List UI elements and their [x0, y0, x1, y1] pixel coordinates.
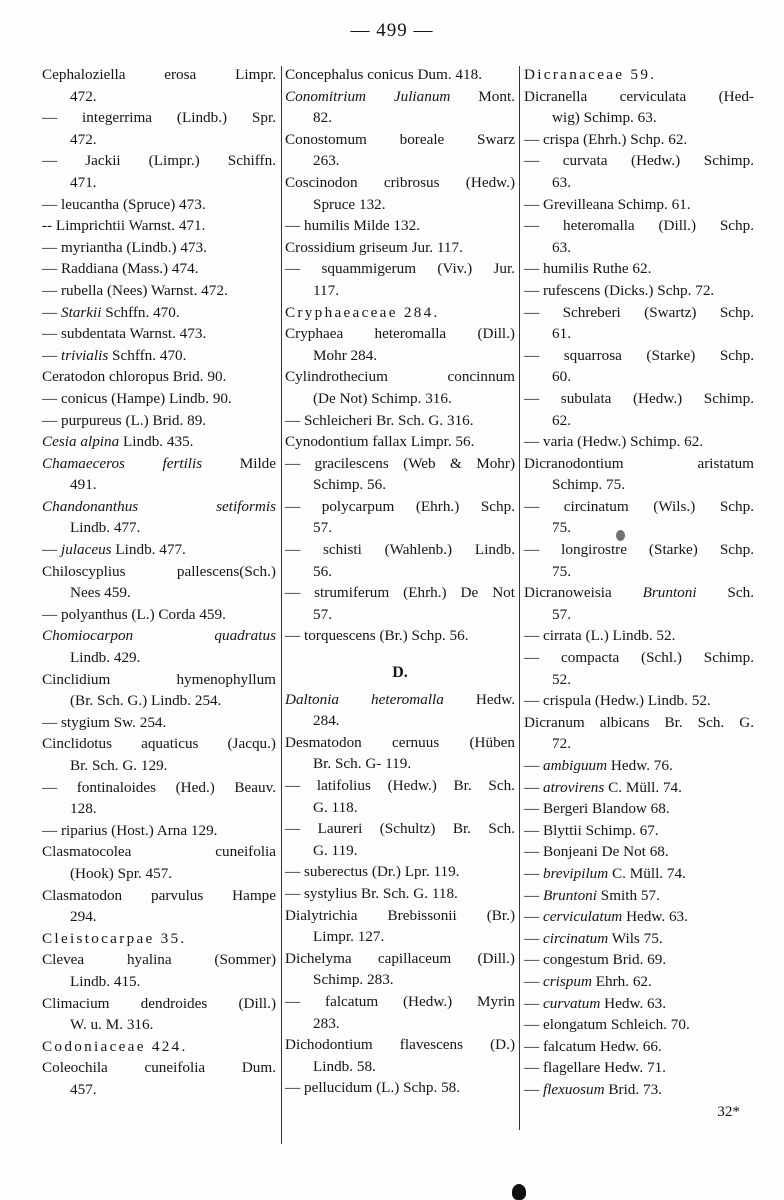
- entry-line: — Schreberi (Swartz) Schp.: [524, 303, 754, 321]
- entry-continuation: 56.: [313, 562, 332, 580]
- entry-line: — congestum Brid. 69.: [524, 951, 667, 969]
- entry-line: — Blyttii Schimp. 67.: [524, 821, 659, 839]
- entry-line: — squarrosa (Starke) Schp.: [524, 346, 754, 364]
- index-entry: [42, 194, 276, 216]
- index-entry: [524, 345, 754, 388]
- entry-continuation: 62.: [552, 411, 571, 429]
- entry-line: Cinclidotus aquaticus (Jacqu.): [42, 735, 276, 753]
- index-entry: [285, 86, 515, 129]
- entry-line: — latifolius (Hedw.) Br. Sch.: [285, 777, 515, 794]
- entry-line: — Raddiana (Mass.) 474.: [42, 260, 199, 278]
- entry-continuation: (Br. Sch. G.) Lindb. 254.: [70, 692, 222, 710]
- index-entry: [42, 150, 276, 193]
- entry-line: — Jackii (Limpr.) Schiffn.: [42, 152, 276, 170]
- index-entry: [42, 949, 276, 992]
- entry-continuation: 283.: [313, 1014, 340, 1032]
- entry-continuation: 63.: [552, 173, 571, 191]
- entry-line: — polycarpum (Ehrh.) Schp.: [285, 497, 515, 515]
- index-entry: [524, 755, 754, 777]
- entry-line: Coscinodon cribrosus (Hedw.): [285, 173, 515, 191]
- page-number: — 499 —: [350, 20, 434, 41]
- entry-continuation: Nees 459.: [70, 584, 131, 602]
- entry-continuation: 63.: [552, 238, 571, 256]
- index-entry: [285, 732, 515, 775]
- entry-continuation: 61.: [552, 325, 571, 343]
- entry-line: — longirostre (Starke) Schp.: [524, 541, 754, 559]
- entry-continuation: Limpr. 127.: [313, 928, 385, 946]
- index-entry: [285, 129, 515, 172]
- entry-line: — rufescens (Dicks.) Schp. 72.: [524, 281, 715, 299]
- entry-line: Cinclidium hymenophyllum: [42, 670, 276, 688]
- entry-line: Dialytrichia Brebissonii (Br.): [285, 906, 515, 924]
- entry-line: Chomiocarpon quadratus: [42, 627, 276, 645]
- index-entry: [524, 971, 754, 993]
- entry-line: — humilis Ruthe 62.: [524, 260, 652, 278]
- index-entry: [285, 323, 515, 366]
- index-entry: [524, 777, 754, 799]
- index-column-3: [524, 64, 754, 1150]
- index-entry: [42, 280, 276, 302]
- index-entry: [524, 647, 754, 690]
- entry-line: Clevea hyalina (Sommer): [42, 951, 276, 969]
- index-entry: [524, 841, 754, 863]
- entry-continuation: Schimp. 283.: [313, 971, 394, 989]
- entry-line: Cylindrothecium concinnum: [285, 368, 515, 386]
- entry-line: — humilis Milde 132.: [285, 217, 421, 235]
- entry-line: Cynodontium fallax Limpr. 56.: [285, 433, 475, 451]
- entry-line: — squammigerum (Viv.) Jur.: [285, 260, 515, 278]
- entry-line: — subdentata Warnst. 473.: [42, 325, 207, 343]
- entry-line: Coleochila cuneifolia Dum.: [42, 1059, 276, 1077]
- entry-line: — Laureri (Schultz) Br. Sch.: [285, 820, 515, 838]
- entry-line: Dicranella cerviculata (Hed-: [524, 87, 754, 105]
- index-entry: [285, 775, 515, 818]
- entry-line: — julaceus Lindb. 477.: [42, 541, 186, 559]
- entry-continuation: 57.: [552, 605, 571, 623]
- entry-line: — compacta (Schl.) Schimp.: [524, 649, 754, 667]
- entry-continuation: Lindb. 477.: [70, 519, 141, 537]
- entry-continuation: Spruce 132.: [313, 195, 386, 213]
- entry-line: — heteromalla (Dill.) Schp.: [524, 217, 754, 235]
- index-entry: [42, 885, 276, 928]
- index-entry: [524, 820, 754, 842]
- entry-line: — riparius (Host.) Arna 129.: [42, 821, 218, 839]
- index-entry: [285, 366, 515, 409]
- entry-continuation: 128.: [70, 800, 97, 818]
- entry-line: Codoniaceae 424.: [42, 1037, 188, 1055]
- index-entry: [42, 993, 276, 1036]
- entry-line: Daltonia heteromalla Hedw.: [285, 690, 515, 708]
- entry-line: — varia (Hedw.) Schimp. 62.: [524, 433, 704, 451]
- entry-continuation: Schimp. 56.: [313, 476, 386, 494]
- signature-mark: 32*: [717, 1102, 740, 1120]
- entry-line: Dicranaceae 59.: [524, 66, 657, 83]
- entry-line: — Bergeri Blandow 68.: [524, 800, 670, 818]
- entry-line: — flexuosum Brid. 73.: [524, 1080, 662, 1098]
- entry-line: — ambiguum Hedw. 76.: [524, 757, 673, 774]
- section-heading: D.: [392, 664, 408, 682]
- index-entry: [524, 86, 754, 129]
- index-entry: [524, 885, 754, 907]
- index-entry: [42, 107, 276, 150]
- entry-continuation: G. 118.: [313, 798, 358, 816]
- index-entry: [42, 841, 276, 884]
- index-entry: [285, 905, 515, 948]
- index-entry: [524, 690, 754, 712]
- index-entry: [42, 625, 276, 668]
- entry-continuation: Mohr 284.: [313, 346, 378, 364]
- entry-line: — stygium Sw. 254.: [42, 713, 167, 731]
- entry-line: Dicranoweisia Bruntoni Sch.: [524, 584, 754, 602]
- index-entry: [42, 388, 276, 410]
- entry-line: — crispum Ehrh. 62.: [524, 972, 652, 990]
- index-entry: [524, 993, 754, 1015]
- entry-continuation: Lindb. 429.: [70, 649, 141, 667]
- entry-line: Conomitrium Julianum Mont.: [285, 87, 515, 105]
- entry-line: Conostomum boreale Swarz: [285, 130, 515, 148]
- index-entry: [42, 777, 276, 820]
- ink-blot: [512, 1184, 526, 1200]
- entry-line: — falcatum Hedw. 66.: [524, 1037, 662, 1055]
- entry-continuation: 471.: [70, 173, 97, 191]
- entry-continuation: (De Not) Schimp. 316.: [313, 389, 452, 407]
- entry-line: Concephalus conicus Dum. 418.: [285, 66, 482, 83]
- index-entry: [524, 431, 754, 453]
- entry-continuation: Br. Sch. G- 119.: [313, 755, 412, 773]
- entry-continuation: 117.: [313, 281, 340, 299]
- entry-line: — myriantha (Lindb.) 473.: [42, 238, 207, 256]
- entry-line: Clasmatodon parvulus Hampe: [42, 886, 276, 904]
- entry-continuation: Schimp. 75.: [552, 476, 625, 494]
- entry-line: Dichodontium flavescens (D.): [285, 1036, 515, 1054]
- entry-line: — suberectus (Dr.) Lpr. 119.: [285, 863, 460, 881]
- entry-continuation: wig) Schimp. 63.: [552, 109, 657, 127]
- index-entry: [42, 323, 276, 345]
- entry-line: Clasmatocolea cuneifolia: [42, 843, 276, 861]
- index-entry: [42, 1036, 276, 1058]
- entry-continuation: W. u. M. 316.: [70, 1016, 154, 1034]
- index-entry: [42, 820, 276, 842]
- entry-continuation: 57.: [313, 519, 332, 537]
- entry-line: Chamaeceros fertilis Milde: [42, 454, 276, 472]
- entry-line: Cleistocarpae 35.: [42, 929, 187, 947]
- ink-smudge: [616, 530, 625, 541]
- index-entry: [524, 215, 754, 258]
- index-entry: [524, 64, 754, 86]
- entry-line: — conicus (Hampe) Lindb. 90.: [42, 389, 232, 407]
- entry-continuation: 75.: [552, 519, 571, 537]
- entry-line: — Schleicheri Br. Sch. G. 316.: [285, 411, 474, 429]
- index-entry: [42, 410, 276, 432]
- entry-line: — pellucidum (L.) Schp. 58.: [285, 1079, 461, 1097]
- entry-line: -- Limprichtii Warnst. 471.: [42, 217, 206, 235]
- entry-continuation: Lindb. 415.: [70, 972, 141, 990]
- entry-line: — fontinaloides (Hed.) Beauv.: [42, 778, 276, 796]
- index-entry: [524, 625, 754, 647]
- index-entry: [42, 604, 276, 626]
- index-entry: [42, 539, 276, 561]
- entry-continuation: 263.: [313, 152, 340, 170]
- column-divider: [519, 66, 520, 1130]
- index-entry: [285, 948, 515, 991]
- entry-line: — purpureus (L.) Brid. 89.: [42, 411, 207, 429]
- index-entry: [285, 64, 515, 86]
- entry-continuation: 457.: [70, 1080, 97, 1098]
- index-entry: [524, 453, 754, 496]
- index-entry: [42, 496, 276, 539]
- entry-line: Cryphaea heteromalla (Dill.): [285, 325, 515, 343]
- index-entry: [42, 258, 276, 280]
- index-entry: [524, 798, 754, 820]
- index-entry: [285, 883, 515, 905]
- entry-line: — leucantha (Spruce) 473.: [42, 195, 206, 213]
- entry-line: — falcatum (Hedw.) Myrin: [285, 992, 515, 1010]
- index-entry: [285, 237, 515, 259]
- index-entry: [524, 1057, 754, 1079]
- index-entry: [524, 258, 754, 280]
- index-entry: [524, 539, 754, 582]
- entry-line: Dicranum albicans Br. Sch. G.: [524, 713, 754, 731]
- index-entry: [524, 928, 754, 950]
- index-entry: [285, 453, 515, 496]
- index-entry: [42, 215, 276, 237]
- entry-line: — circinatum (Wils.) Schp.: [524, 497, 754, 515]
- entry-continuation: Br. Sch. G. 129.: [70, 757, 168, 774]
- index-entry: [524, 1014, 754, 1036]
- index-entry: [42, 669, 276, 712]
- entry-continuation: 491.: [70, 476, 97, 494]
- index-entry: [524, 1036, 754, 1058]
- entry-continuation: 472.: [70, 130, 97, 148]
- index-entry: [42, 453, 276, 496]
- index-entry: [524, 129, 754, 151]
- index-entry: [524, 712, 754, 755]
- index-entry: [524, 302, 754, 345]
- index-entry: [524, 150, 754, 193]
- index-entry: [285, 172, 515, 215]
- index-entry: [285, 410, 515, 432]
- entry-line: Climacium dendroides (Dill.): [42, 994, 276, 1012]
- entry-line: Ceratodon chloropus Brid. 90.: [42, 368, 227, 386]
- index-entry: [285, 625, 515, 647]
- entry-continuation: 294.: [70, 908, 97, 926]
- index-entry: [285, 1034, 515, 1077]
- entry-line: — rubella (Nees) Warnst. 472.: [42, 281, 228, 299]
- entry-line: — Grevilleana Schimp. 61.: [524, 195, 691, 213]
- index-entry: [42, 1057, 276, 1100]
- entry-continuation: 82.: [313, 109, 332, 127]
- entry-line: — subulata (Hedw.) Schimp.: [524, 389, 754, 407]
- index-entry: [42, 928, 276, 950]
- index-entry: [285, 539, 515, 582]
- index-entry: [285, 1077, 515, 1099]
- entry-line: — Starkii Schffn. 470.: [42, 303, 180, 321]
- entry-line: — Bonjeani De Not 68.: [524, 843, 669, 861]
- index-column-1: [42, 64, 276, 1150]
- index-column-2: [285, 64, 515, 1150]
- entry-line: Crossidium griseum Jur. 117.: [285, 238, 463, 256]
- index-entry: [524, 496, 754, 539]
- entry-continuation: 60.: [552, 368, 571, 386]
- index-entry: [42, 237, 276, 259]
- entry-line: — cirrata (L.) Lindb. 52.: [524, 627, 676, 645]
- entry-continuation: 284.: [313, 712, 340, 730]
- entry-line: — polyanthus (L.) Corda 459.: [42, 605, 226, 623]
- column-divider: [281, 66, 282, 1144]
- index-entry: [42, 431, 276, 453]
- index-entry: [42, 733, 276, 776]
- entry-line: Cesia alpina Lindb. 435.: [42, 433, 194, 451]
- entry-continuation: (Hook) Spr. 457.: [70, 864, 173, 882]
- entry-continuation: 472.: [70, 87, 97, 105]
- entry-line: — systylius Br. Sch. G. 118.: [285, 884, 458, 902]
- index-entry: [524, 1079, 754, 1101]
- index-entry: [285, 215, 515, 237]
- index-entry: [285, 818, 515, 861]
- index-entry: [524, 582, 754, 625]
- entry-line: Chiloscyplius pallescens(Sch.): [42, 562, 276, 580]
- entry-line: Chandonanthus setiformis: [42, 497, 276, 515]
- entry-line: — curvatum Hedw. 63.: [524, 994, 667, 1012]
- entry-line: Desmatodon cernuus (Hüben: [285, 733, 515, 751]
- entry-line: — crispula (Hedw.) Lindb. 52.: [524, 692, 711, 710]
- index-entry: [42, 561, 276, 604]
- entry-line: — cerviculatum Hedw. 63.: [524, 908, 688, 926]
- index-entry: [285, 258, 515, 301]
- index-entry: [285, 496, 515, 539]
- index-entry: [285, 582, 515, 625]
- index-entry: [285, 431, 515, 453]
- entry-line: Cephaloziella erosa Limpr.: [42, 66, 276, 83]
- index-entry: [524, 388, 754, 431]
- entry-line: — schisti (Wahlenb.) Lindb.: [285, 541, 515, 559]
- entry-continuation: 75.: [552, 562, 571, 580]
- entry-line: — trivialis Schffn. 470.: [42, 346, 187, 364]
- index-entry: [285, 302, 515, 324]
- entry-line: — circinatum Wils 75.: [524, 929, 663, 947]
- index-entry: [285, 689, 515, 732]
- entry-line: — gracilescens (Web & Mohr): [285, 454, 515, 472]
- index-entry: [42, 712, 276, 734]
- entry-continuation: 52.: [552, 670, 571, 688]
- entry-line: — atrovirens C. Müll. 74.: [524, 778, 682, 796]
- entry-line: Cryphaeaceae 284.: [285, 303, 440, 321]
- entry-continuation: Lindb. 58.: [313, 1057, 376, 1075]
- index-entry: [524, 280, 754, 302]
- index-entry: [524, 906, 754, 928]
- entry-line: — brevipilum C. Müll. 74.: [524, 864, 686, 882]
- index-entry: [285, 991, 515, 1034]
- index-entry: [42, 64, 276, 107]
- index-entry: [285, 861, 515, 883]
- entry-continuation: G. 119.: [313, 841, 358, 859]
- entry-continuation: 57.: [313, 605, 332, 623]
- entry-line: — elongatum Schleich. 70.: [524, 1016, 690, 1034]
- entry-line: — Bruntoni Smith 57.: [524, 886, 660, 904]
- entry-line: — strumiferum (Ehrh.) De Not: [285, 584, 515, 602]
- index-entry: [524, 194, 754, 216]
- entry-line: Dichelyma capillaceum (Dill.): [285, 949, 515, 967]
- entry-continuation: 72.: [552, 735, 571, 753]
- index-entry: [42, 302, 276, 324]
- index-entry: [524, 863, 754, 885]
- index-entry: [524, 949, 754, 971]
- entry-line: — flagellare Hedw. 71.: [524, 1059, 666, 1077]
- entry-line: Dicranodontium aristatum: [524, 454, 754, 472]
- entry-line: — integerrima (Lindb.) Spr.: [42, 109, 276, 127]
- entry-line: — curvata (Hedw.) Schimp.: [524, 152, 754, 170]
- entry-line: — torquescens (Br.) Schp. 56.: [285, 627, 469, 645]
- index-entry: [42, 345, 276, 367]
- index-entry: [42, 366, 276, 388]
- entry-line: — crispa (Ehrh.) Schp. 62.: [524, 130, 688, 148]
